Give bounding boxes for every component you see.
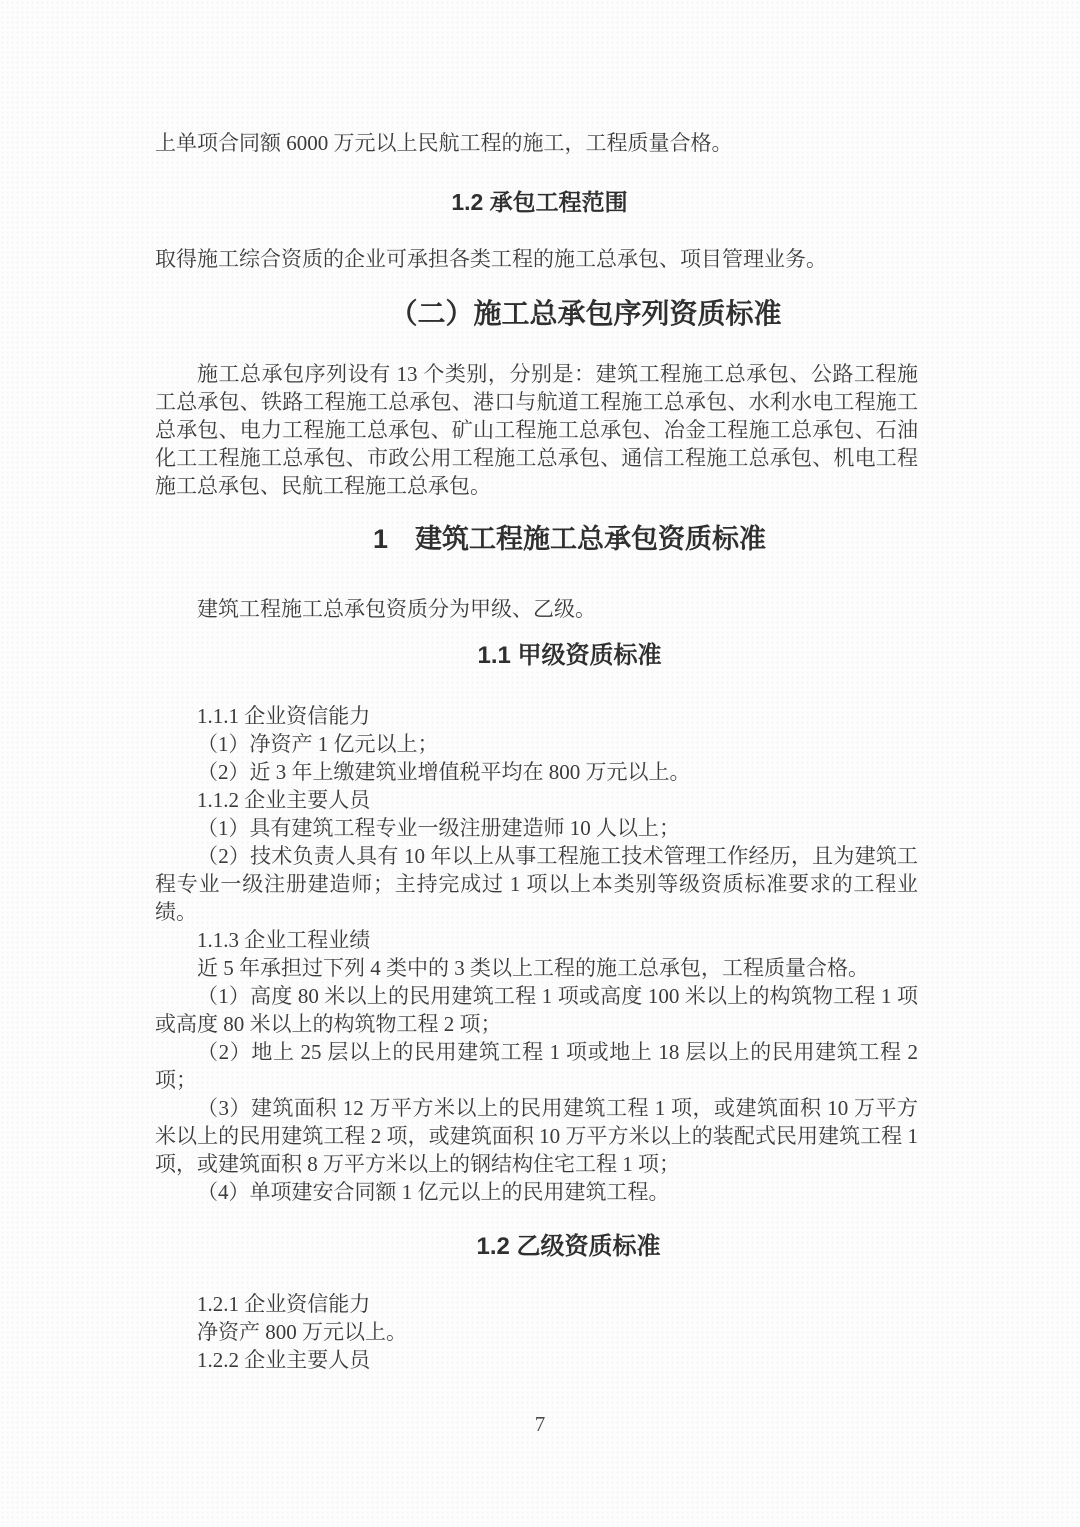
paragraph-section2-categories: 施工总承包序列设有 13 个类别，分别是：建筑工程施工总承包、公路工程施工总承包、铁路工程施工总承包、港口与航道工程施工总承包、水利水电工程施工总承包、电力工程施工总承包、矿山工程施工总承包、冶金工程施工总承包、石油化工工程施工总承包、市政公用工程施工总承包、通信工程施工总承包、机电工程施工总承包、民航工程施工总承包。	[155, 362, 918, 498]
clause-1-1-3-item-4: （4）单项建安合同额 1 亿元以上的民用建筑工程。	[197, 1180, 670, 1204]
paragraph-contracting-scope: 取得施工综合资质的企业可承担各类工程的施工总承包、项目管理业务。	[155, 247, 827, 271]
page-number: 7	[534, 1412, 546, 1436]
clause-1-1-3-title: 1.1.3 企业工程业绩	[197, 928, 371, 952]
clause-1-1-2-title: 1.1.2 企业主要人员	[197, 788, 371, 812]
clause-1-1-3-item-2: （2）地上 25 层以上的民用建筑工程 1 项或地上 18 层以上的民用建筑工程 2 项；	[155, 1040, 918, 1092]
heading-section-2-general-contracting: （二）施工总承包序列资质标准	[389, 298, 782, 329]
heading-grade-b-standard: 1.2 乙级资质标准	[476, 1233, 661, 1260]
clause-1-1-1-item-1: （1）净资产 1 亿元以上；	[197, 732, 439, 756]
clause-1-2-1-text: 净资产 800 万元以上。	[197, 1320, 407, 1344]
clause-1-1-3-intro: 近 5 年承担过下列 4 类中的 3 类以上工程的施工总承包，工程质量合格。	[197, 956, 869, 980]
page-content	[155, 0, 918, 1374]
paragraph-civil-aviation-tail: 上单项合同额 6000 万元以上民航工程的施工，工程质量合格。	[155, 131, 733, 155]
clause-1-1-3-item-3: （3）建筑面积 12 万平方米以上的民用建筑工程 1 项，或建筑面积 10 万平方米以上的民用建筑工程 2 项，或建筑面积 10 万平方米以上的装配式民用建筑工程 1 项，或建筑面积 8 万平方米以上的钢结构住宅工程 1 项；	[155, 1096, 918, 1176]
clause-1-2-2-title: 1.2.2 企业主要人员	[197, 1348, 371, 1372]
heading-contracting-scope: 1.2 承包工程范围	[451, 189, 628, 215]
heading-category-1-building: 1 建筑工程施工总承包资质标准	[372, 524, 766, 554]
paragraph-category1-grades: 建筑工程施工总承包资质分为甲级、乙级。	[197, 597, 596, 621]
clause-1-1-1-item-2: （2）近 3 年上缴建筑业增值税平均在 800 万元以上。	[197, 760, 691, 784]
clause-1-1-2-item-2: （2）技术负责人具有 10 年以上从事工程施工技术管理工作经历，且为建筑工程专业一级注册建造师；主持完成过 1 项以上本类别等级资质标准要求的工程业绩。	[155, 844, 918, 924]
clause-1-1-2-item-1: （1）具有建筑工程专业一级注册建造师 10 人以上；	[197, 816, 680, 840]
clause-1-1-1-title: 1.1.1 企业资信能力	[197, 704, 371, 728]
grade-b-clause-list	[155, 1290, 918, 1374]
heading-grade-a-standard: 1.1 甲级资质标准	[477, 642, 662, 669]
clause-1-2-1-title: 1.2.1 企业资信能力	[197, 1292, 371, 1316]
grade-a-clause-list	[155, 702, 918, 1206]
clause-1-1-3-item-1: （1）高度 80 米以上的民用建筑工程 1 项或高度 100 米以上的构筑物工程 1 项或高度 80 米以上的构筑物工程 2 项；	[155, 984, 918, 1036]
